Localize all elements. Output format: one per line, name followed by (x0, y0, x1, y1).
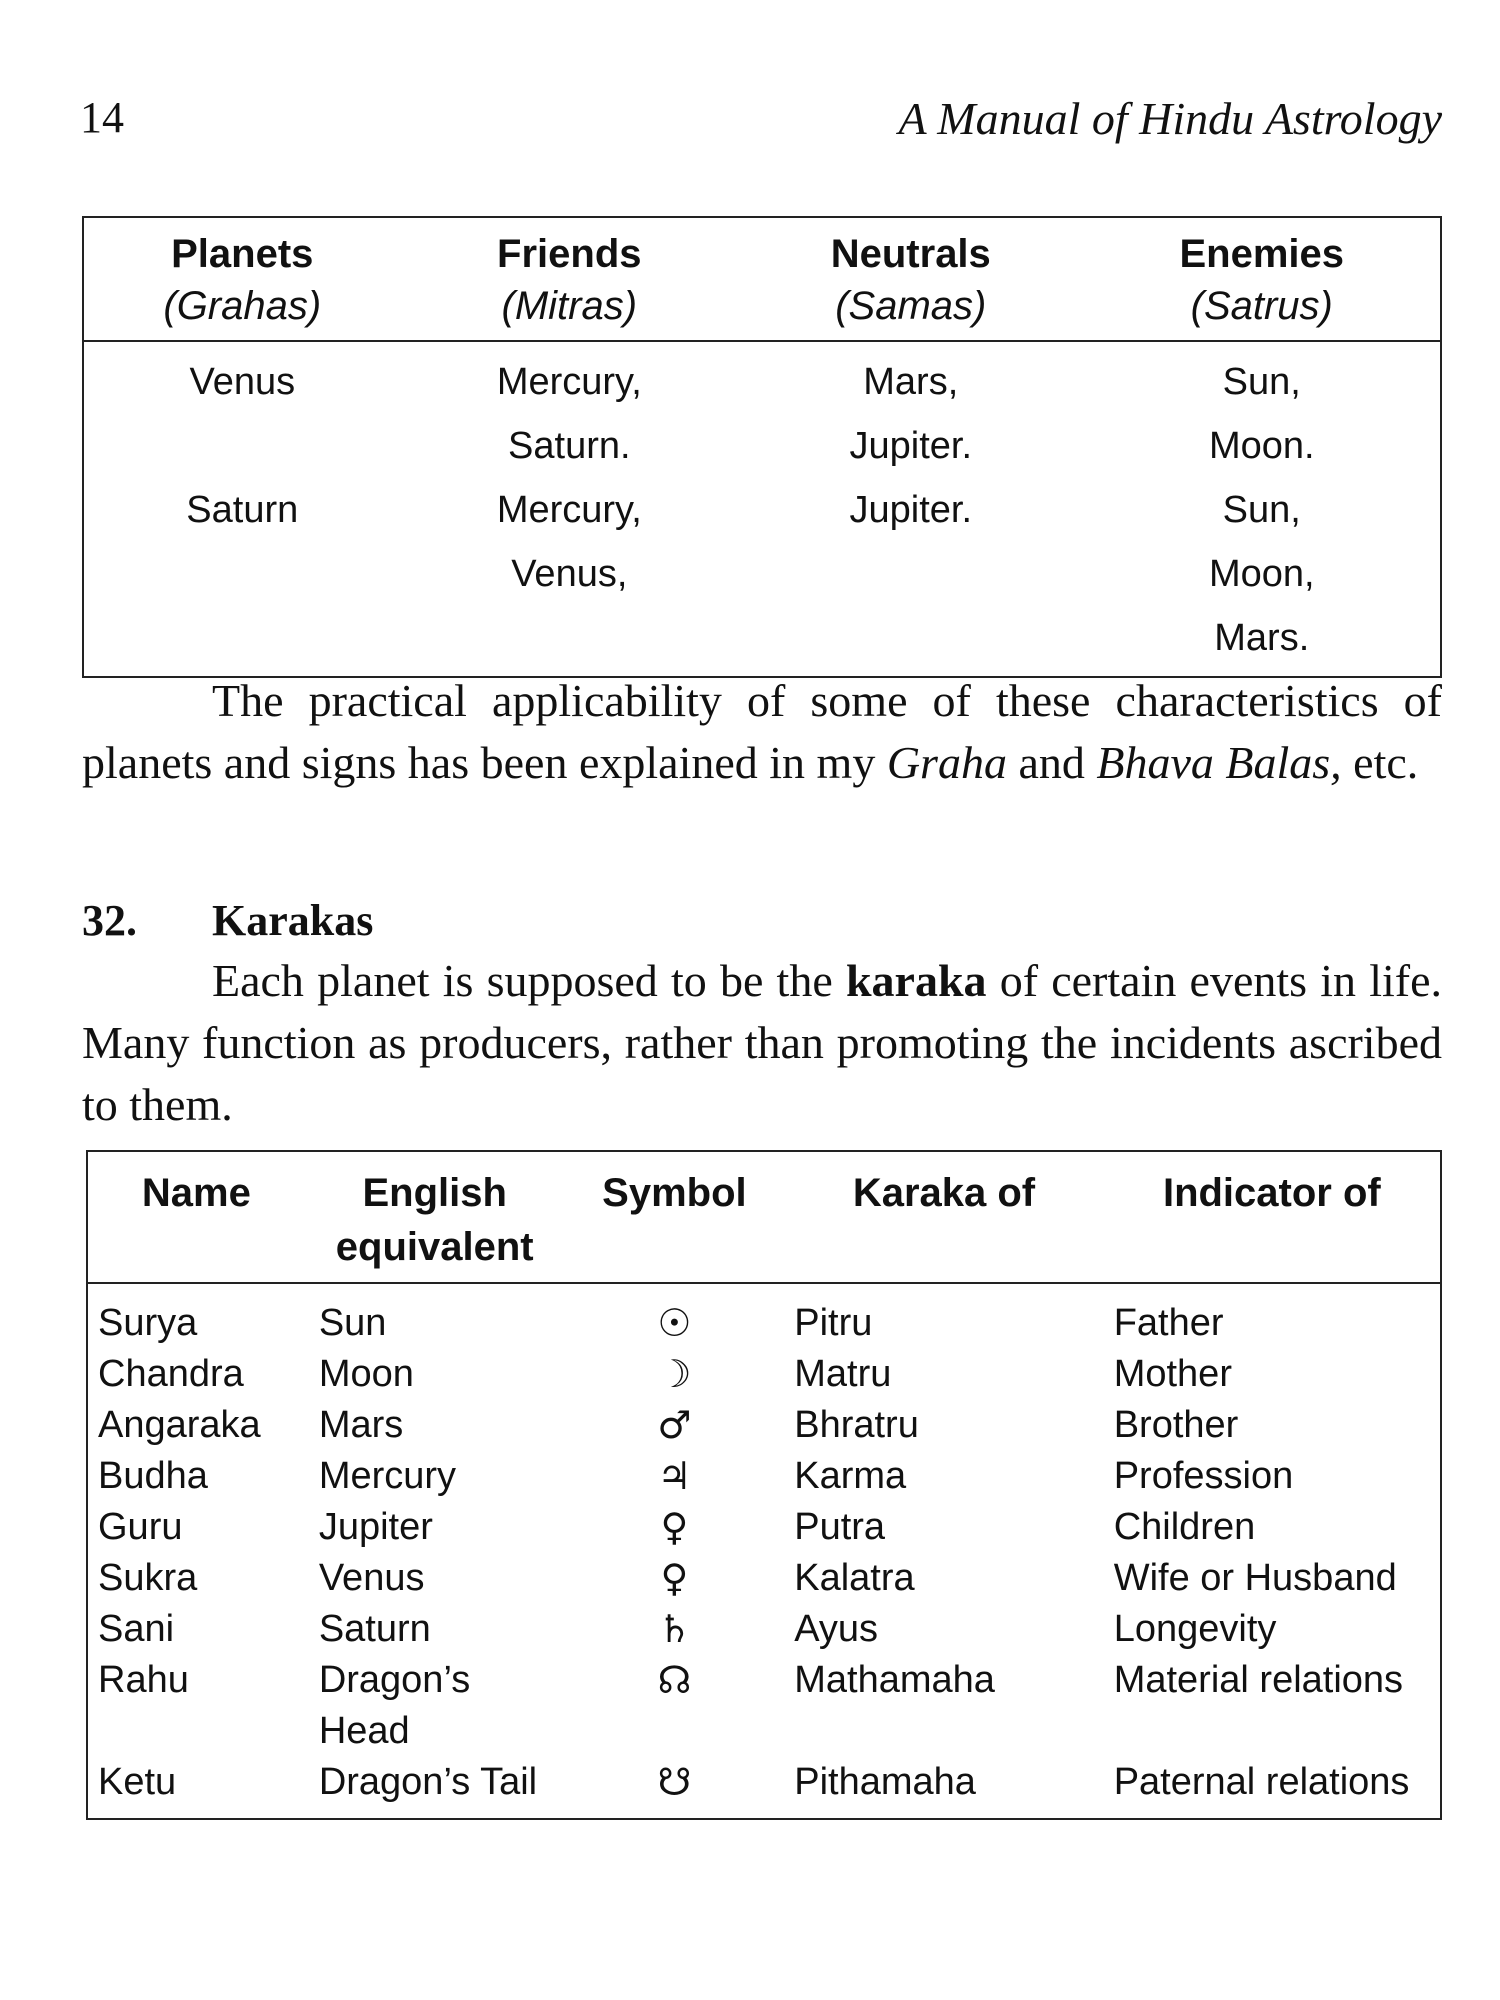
header-indicator: Indicator of (1104, 1151, 1441, 1283)
karaka-cell: Pitru (794, 1302, 873, 1344)
indicator-cell: Brother (1113, 1404, 1239, 1446)
name-cell: Guru (98, 1506, 183, 1548)
name-cell: Surya (98, 1302, 198, 1344)
table-header-row (83, 217, 1441, 341)
moon-symbol-icon: ☽ (657, 1352, 692, 1396)
section-number: 32. (82, 896, 137, 945)
header-planets: Planets (Grahas) (83, 217, 401, 341)
paragraph-applicability: The practical applicability of some of these characteristics of planets and signs has been explained in my Graha and Bhava Balas, etc. (82, 675, 1442, 788)
table-row (87, 1757, 1441, 1819)
karaka-cell: Putra (794, 1506, 886, 1548)
english-cell: Dragon’s Head (318, 1659, 471, 1752)
indicator-cell: Children (1113, 1506, 1256, 1548)
name-cell: Angaraka (98, 1404, 261, 1446)
saturn-symbol-icon: ♄ (657, 1607, 692, 1651)
indicator-cell: Material relations (1113, 1659, 1404, 1701)
section-heading (82, 895, 373, 946)
table-row (87, 1400, 1441, 1451)
friends-cell: Mercury, Venus, (496, 489, 642, 595)
indicator-cell: Father (1113, 1302, 1224, 1344)
indicator-cell: Mother (1113, 1353, 1232, 1395)
header-karaka: Karaka of (784, 1151, 1103, 1283)
table-row (87, 1604, 1441, 1655)
jupiter-symbol-icon: ♀ (660, 1505, 689, 1549)
english-cell: Jupiter (318, 1506, 433, 1548)
karaka-cell: Mathamaha (794, 1659, 995, 1701)
header-neutrals: Neutrals (Samas) (738, 217, 1083, 341)
name-cell: Sukra (98, 1557, 198, 1599)
name-cell: Ketu (98, 1761, 177, 1803)
karaka-cell: Ayus (794, 1608, 879, 1650)
name-cell: Budha (98, 1455, 208, 1497)
indicator-cell: Paternal relations (1113, 1761, 1410, 1803)
page-header (80, 92, 1442, 152)
karaka-cell: Matru (794, 1353, 892, 1395)
karaka-cell: Pithamaha (794, 1761, 976, 1803)
section-title: Karakas (212, 896, 374, 945)
header-name: Name (87, 1151, 305, 1283)
karaka-cell: Kalatra (794, 1557, 915, 1599)
karakas-table (86, 1150, 1442, 1820)
english-cell: Venus (318, 1557, 425, 1599)
paragraph-karakas-intro: Each planet is supposed to be the karaka of certain events in life. Many function as producers, rather than promoting the incidents ascribed to them. (82, 955, 1443, 1130)
english-cell: Dragon’s Tail (318, 1761, 538, 1803)
table-row (87, 1283, 1441, 1349)
friends-cell: Mercury, Saturn. (496, 361, 642, 467)
english-cell: Mercury (318, 1455, 457, 1497)
planet-cell: Venus (189, 361, 296, 403)
enemies-cell: Sun, Moon. (1208, 361, 1315, 467)
name-cell: Rahu (98, 1659, 189, 1701)
sun-symbol-icon: ☉ (657, 1301, 692, 1345)
page-number: 14 (80, 93, 124, 142)
descending-node-symbol-icon: ☋ (657, 1760, 692, 1804)
ascending-node-symbol-icon: ☊ (657, 1658, 692, 1702)
indicator-cell: Wife or Husband (1113, 1557, 1397, 1599)
english-cell: Mars (318, 1404, 404, 1446)
planet-relationships-table (82, 216, 1442, 678)
name-cell: Chandra (98, 1353, 244, 1395)
english-cell: Sun (318, 1302, 387, 1344)
header-english: English equivalent (305, 1151, 565, 1283)
table-header-row (87, 1151, 1441, 1283)
header-symbol: Symbol (565, 1151, 785, 1283)
karaka-cell: Bhratru (794, 1404, 919, 1446)
table-row (83, 478, 1441, 677)
table-row (87, 1451, 1441, 1502)
english-cell: Moon (318, 1353, 414, 1395)
mercury-symbol-icon: ♃ (657, 1454, 692, 1498)
table-row (87, 1349, 1441, 1400)
name-cell: Sani (98, 1608, 175, 1650)
header-enemies: Enemies (Satrus) (1084, 217, 1441, 341)
enemies-cell: Sun, Moon, Mars. (1208, 489, 1315, 659)
indicator-cell: Profession (1113, 1455, 1294, 1497)
indicator-cell: Longevity (1113, 1608, 1277, 1650)
planet-cell: Saturn (186, 489, 299, 531)
table-row (87, 1553, 1441, 1604)
english-cell: Saturn (318, 1608, 431, 1650)
venus-symbol-icon: ♀ (660, 1556, 689, 1600)
mars-symbol-icon: ♂ (657, 1403, 692, 1447)
table-row (87, 1655, 1441, 1757)
header-friends: Friends (Mitras) (401, 217, 738, 341)
neutrals-cell: Jupiter. (849, 489, 973, 531)
table-row (83, 341, 1441, 478)
neutrals-cell: Mars, Jupiter. (849, 361, 973, 467)
table-row (87, 1502, 1441, 1553)
karaka-cell: Karma (794, 1455, 907, 1497)
running-title: A Manual of Hindu Astrology (898, 93, 1442, 144)
